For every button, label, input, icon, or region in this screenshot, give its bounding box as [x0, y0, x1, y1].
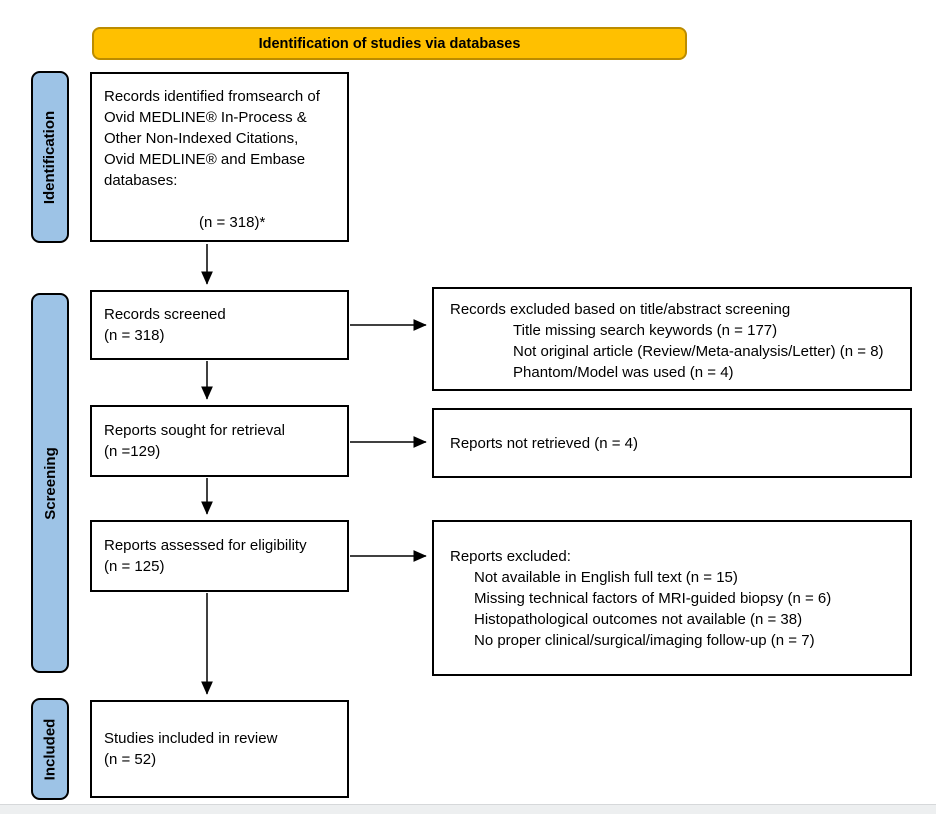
box-records-screened: [90, 290, 349, 360]
records-identified-line: Ovid MEDLINE® In-Process &: [104, 109, 307, 126]
reports-sought-count: (n =129): [104, 443, 161, 460]
records-screened-count: (n = 318): [104, 327, 165, 344]
stage-label-screening: Screening: [41, 446, 59, 520]
box-reports-not-retrieved: [432, 408, 912, 478]
box-reports-sought: [90, 405, 349, 477]
reports-excluded-heading: Reports excluded:: [450, 547, 571, 565]
box-records-excluded: [432, 287, 912, 391]
stage-bar-identification: [31, 71, 69, 243]
records-excluded-item: Title missing search keywords (n = 177): [513, 322, 778, 339]
window-bottom-strip: [0, 804, 936, 814]
stage-bar-included: [31, 698, 69, 800]
reports-excluded-item: Not available in English full text (n = 15): [474, 568, 738, 586]
banner-identification-via-databases: [92, 27, 687, 60]
records-excluded-item: Phantom/Model was used (n = 4): [513, 364, 734, 381]
reports-excluded-item: Missing technical factors of MRI-guided biopsy (n = 6): [474, 589, 832, 607]
box-reports-assessed: [90, 520, 349, 592]
reports-excluded-item: Histopathological outcomes not available (n = 38): [474, 610, 803, 628]
banner-label: Identification of studies via databases: [258, 35, 521, 52]
box-records-identified: [90, 72, 349, 242]
reports-excluded-item: No proper clinical/surgical/imaging follow-up (n = 7): [474, 631, 815, 649]
reports-not-retrieved-label: Reports not retrieved (n = 4): [450, 434, 639, 452]
studies-included-count: (n = 52): [104, 751, 157, 768]
reports-assessed-count: (n = 125): [104, 558, 165, 575]
stage-label-identification: Identification: [41, 110, 59, 204]
records-excluded-item: Not original article (Review/Meta-analysis/Letter) (n = 8): [513, 343, 884, 360]
stage-label-included: Included: [41, 718, 59, 780]
reports-assessed-label: Reports assessed for eligibility: [104, 537, 307, 554]
records-excluded-heading: Records excluded based on title/abstract screening: [450, 301, 791, 318]
records-identified-line: Records identified fromsearch of: [104, 88, 320, 105]
records-identified-line: Ovid MEDLINE® and Embase: [104, 151, 306, 168]
records-screened-label: Records screened: [104, 306, 226, 323]
reports-sought-label: Reports sought for retrieval: [104, 422, 285, 439]
box-studies-included: [90, 700, 349, 798]
stage-bar-screening: [31, 293, 69, 673]
studies-included-label: Studies included in review: [104, 730, 278, 747]
records-identified-count: (n = 318)*: [199, 214, 266, 231]
records-identified-line: databases:: [104, 172, 178, 189]
box-reports-excluded: [432, 520, 912, 676]
records-identified-line: Other Non-Indexed Citations,: [104, 130, 299, 147]
